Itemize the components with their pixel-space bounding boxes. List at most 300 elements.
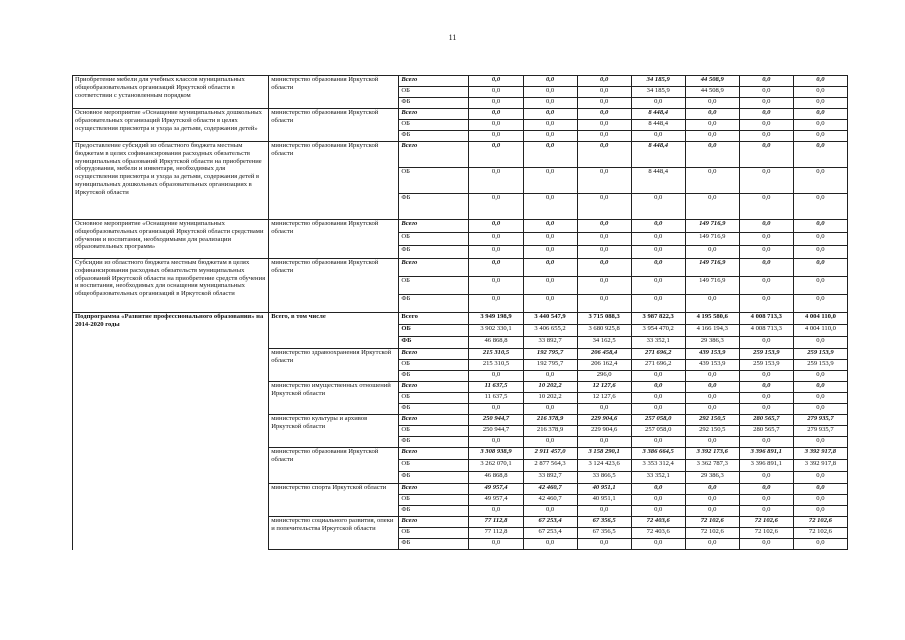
amount-cell: 0,0 [523, 194, 577, 220]
table-row [73, 76, 848, 87]
amount-cell: 0,0 [739, 87, 793, 98]
amount-cell: 0,0 [523, 246, 577, 259]
amount-cell: 0,0 [739, 472, 793, 484]
amount-cell: 72 102,6 [685, 528, 739, 539]
amount-cell: 72 102,6 [685, 517, 739, 528]
executor-name: министерство здравоохранения Иркутской области [269, 349, 399, 382]
amount-cell: 0,0 [739, 437, 793, 448]
amount-cell: 0,0 [739, 109, 793, 120]
funding-source: Всего [399, 313, 469, 325]
amount-cell: 292 150,5 [685, 415, 739, 426]
amount-cell: 2 877 564,3 [523, 460, 577, 472]
amount-cell: 0,0 [739, 506, 793, 517]
measure-description: Основное мероприятие «Оснащение муниципальных дошкольных образовательных организаций Иркутской области в целях осуществления присмотра и ухода за детьми, содержания детей» [73, 109, 269, 142]
amount-cell: 0,0 [523, 539, 577, 550]
amount-cell: 0,0 [577, 131, 631, 142]
subprogram-title: Подпрограмма «Развитие профессионального образования» на 2014-2020 годы [73, 313, 269, 550]
amount-cell: 0,0 [793, 382, 847, 393]
amount-cell: 0,0 [631, 382, 685, 393]
amount-cell: 0,0 [739, 76, 793, 87]
amount-cell: 0,0 [577, 194, 631, 220]
amount-cell: 0,0 [685, 142, 739, 168]
amount-cell: 0,0 [685, 393, 739, 404]
amount-cell: 0,0 [739, 259, 793, 277]
amount-cell: 0,0 [577, 246, 631, 259]
amount-cell: 0,0 [739, 98, 793, 109]
amount-cell: 0,0 [739, 194, 793, 220]
amount-cell: 3 392 173,6 [685, 448, 739, 460]
amount-cell: 33 892,7 [523, 337, 577, 349]
executor-name: министерство образования Иркутской области [269, 259, 399, 313]
amount-cell: 0,0 [523, 233, 577, 246]
amount-cell: 0,0 [793, 404, 847, 415]
amount-cell: 0,0 [793, 506, 847, 517]
amount-cell: 0,0 [469, 98, 523, 109]
amount-cell: 10 202,2 [523, 382, 577, 393]
amount-cell: 0,0 [685, 98, 739, 109]
funding-source: ОБ [399, 87, 469, 98]
amount-cell: 0,0 [793, 142, 847, 168]
amount-cell: 0,0 [631, 393, 685, 404]
amount-cell: 72 102,6 [739, 517, 793, 528]
amount-cell: 271 696,2 [631, 349, 685, 360]
amount-cell: 0,0 [523, 371, 577, 382]
amount-cell: 0,0 [469, 246, 523, 259]
funding-source: ОБ [399, 528, 469, 539]
amount-cell: 149 716,9 [685, 220, 739, 233]
amount-cell: 4 166 194,3 [685, 325, 739, 337]
amount-cell: 77 112,8 [469, 517, 523, 528]
amount-cell: 257 058,0 [631, 426, 685, 437]
amount-cell: 3 262 070,1 [469, 460, 523, 472]
funding-source: ФБ [399, 194, 469, 220]
amount-cell: 46 868,8 [469, 472, 523, 484]
amount-cell: 0,0 [577, 220, 631, 233]
amount-cell: 0,0 [739, 371, 793, 382]
amount-cell: 0,0 [469, 506, 523, 517]
amount-cell: 0,0 [793, 233, 847, 246]
amount-cell: 0,0 [739, 295, 793, 313]
funding-source: ФБ [399, 246, 469, 259]
amount-cell: 3 406 655,2 [523, 325, 577, 337]
amount-cell: 206 458,4 [577, 349, 631, 360]
amount-cell: 0,0 [523, 120, 577, 131]
funding-source: Всего [399, 220, 469, 233]
amount-cell: 29 386,3 [685, 472, 739, 484]
funding-source: Всего [399, 76, 469, 87]
amount-cell: 3 987 822,3 [631, 313, 685, 325]
amount-cell: 250 944,7 [469, 426, 523, 437]
funding-source: ФБ [399, 539, 469, 550]
amount-cell: 0,0 [469, 259, 523, 277]
amount-cell: 72 102,6 [739, 528, 793, 539]
amount-cell: 229 904,6 [577, 415, 631, 426]
measure-description: Приобретение мебели для учебных классов муниципальных общеобразовательных организаций Иркутской области в соответствии с установленным порядком [73, 76, 269, 109]
budget-table [72, 75, 848, 550]
funding-source: ФБ [399, 131, 469, 142]
funding-source: ФБ [399, 98, 469, 109]
amount-cell: 215 310,5 [469, 349, 523, 360]
amount-cell: 40 951,1 [577, 495, 631, 506]
funding-source: ФБ [399, 371, 469, 382]
amount-cell: 42 460,7 [523, 484, 577, 495]
measure-description: Предоставление субсидий из областного бюджета местным бюджетам в целях софинансирования расходных обязательств муниципальных образований Иркутской области на приобретение оборудования, мебели и инвентаря, необходимых для осуществления присмотра и ухода за детьми, содержания детей в муниципальных дошкольных образовательных организациях в Иркутской области [73, 142, 269, 220]
amount-cell: 0,0 [793, 539, 847, 550]
funding-source: Всего [399, 142, 469, 168]
funding-source: Всего [399, 448, 469, 460]
amount-cell: 72 403,6 [631, 528, 685, 539]
amount-cell: 439 153,9 [685, 360, 739, 371]
amount-cell: 0,0 [685, 539, 739, 550]
amount-cell: 292 150,5 [685, 426, 739, 437]
amount-cell: 4 004 110,0 [793, 313, 847, 325]
amount-cell: 0,0 [523, 295, 577, 313]
amount-cell: 0,0 [631, 131, 685, 142]
amount-cell: 0,0 [739, 120, 793, 131]
amount-cell: 0,0 [631, 404, 685, 415]
amount-cell: 0,0 [577, 506, 631, 517]
amount-cell: 0,0 [685, 168, 739, 194]
amount-cell: 0,0 [631, 484, 685, 495]
amount-cell: 259 153,9 [739, 349, 793, 360]
amount-cell: 0,0 [469, 233, 523, 246]
amount-cell: 44 508,9 [685, 87, 739, 98]
amount-cell: 3 396 891,1 [739, 460, 793, 472]
amount-cell: 72 102,6 [793, 528, 847, 539]
amount-cell: 67 253,4 [523, 517, 577, 528]
amount-cell: 11 637,5 [469, 393, 523, 404]
amount-cell: 280 565,7 [739, 426, 793, 437]
amount-cell: 0,0 [793, 393, 847, 404]
amount-cell: 0,0 [793, 98, 847, 109]
amount-cell: 259 153,9 [793, 360, 847, 371]
amount-cell: 0,0 [469, 131, 523, 142]
amount-cell: 72 403,6 [631, 517, 685, 528]
amount-cell: 46 868,8 [469, 337, 523, 349]
amount-cell: 149 716,9 [685, 277, 739, 295]
amount-cell: 72 102,6 [793, 517, 847, 528]
amount-cell: 0,0 [739, 131, 793, 142]
amount-cell: 3 392 917,8 [793, 448, 847, 460]
funding-source: ФБ [399, 472, 469, 484]
amount-cell: 4 004 110,0 [793, 325, 847, 337]
amount-cell: 0,0 [793, 168, 847, 194]
amount-cell: 0,0 [793, 194, 847, 220]
amount-cell: 216 378,9 [523, 426, 577, 437]
amount-cell: 0,0 [793, 131, 847, 142]
amount-cell: 0,0 [793, 109, 847, 120]
amount-cell: 8 448,4 [631, 120, 685, 131]
funding-source: ОБ [399, 393, 469, 404]
amount-cell: 250 944,7 [469, 415, 523, 426]
funding-source: ОБ [399, 495, 469, 506]
amount-cell: 0,0 [577, 109, 631, 120]
amount-cell: 279 935,7 [793, 426, 847, 437]
amount-cell: 3 158 290,1 [577, 448, 631, 460]
amount-cell: 0,0 [793, 220, 847, 233]
amount-cell: 0,0 [523, 277, 577, 295]
amount-cell: 0,0 [631, 220, 685, 233]
amount-cell: 0,0 [793, 495, 847, 506]
amount-cell: 0,0 [793, 337, 847, 349]
amount-cell: 0,0 [793, 277, 847, 295]
amount-cell: 0,0 [793, 76, 847, 87]
amount-cell: 0,0 [469, 194, 523, 220]
amount-cell: 0,0 [685, 382, 739, 393]
amount-cell: 34 162,5 [577, 337, 631, 349]
amount-cell: 259 153,9 [793, 349, 847, 360]
amount-cell: 49 957,4 [469, 484, 523, 495]
amount-cell: 279 935,7 [793, 415, 847, 426]
amount-cell: 0,0 [577, 539, 631, 550]
amount-cell: 0,0 [469, 371, 523, 382]
amount-cell: 0,0 [685, 371, 739, 382]
amount-cell: 0,0 [793, 87, 847, 98]
amount-cell: 0,0 [469, 295, 523, 313]
amount-cell: 0,0 [793, 259, 847, 277]
amount-cell: 2 911 457,0 [523, 448, 577, 460]
amount-cell: 29 386,3 [685, 337, 739, 349]
amount-cell: 0,0 [577, 98, 631, 109]
funding-source: ФБ [399, 337, 469, 349]
amount-cell: 4 008 713,3 [739, 325, 793, 337]
amount-cell: 10 202,2 [523, 393, 577, 404]
amount-cell: 0,0 [631, 371, 685, 382]
amount-cell: 4 008 713,3 [739, 313, 793, 325]
amount-cell: 0,0 [685, 484, 739, 495]
amount-cell: 149 716,9 [685, 259, 739, 277]
funding-source: Всего [399, 382, 469, 393]
funding-source: ОБ [399, 120, 469, 131]
amount-cell: 0,0 [523, 168, 577, 194]
amount-cell: 0,0 [739, 404, 793, 415]
amount-cell: 0,0 [523, 131, 577, 142]
amount-cell: 0,0 [739, 495, 793, 506]
amount-cell: 8 448,4 [631, 109, 685, 120]
amount-cell: 8 448,4 [631, 142, 685, 168]
amount-cell: 12 127,6 [577, 382, 631, 393]
amount-cell: 0,0 [469, 120, 523, 131]
amount-cell: 3 308 938,9 [469, 448, 523, 460]
funding-source: ОБ [399, 168, 469, 194]
amount-cell: 3 396 891,1 [739, 448, 793, 460]
table-row [73, 142, 848, 168]
amount-cell: 0,0 [523, 76, 577, 87]
amount-cell: 192 795,7 [523, 360, 577, 371]
amount-cell: 3 362 787,3 [685, 460, 739, 472]
funding-source: ОБ [399, 277, 469, 295]
amount-cell: 34 185,9 [631, 87, 685, 98]
amount-cell: 0,0 [523, 87, 577, 98]
amount-cell: 229 904,6 [577, 426, 631, 437]
amount-cell: 0,0 [793, 484, 847, 495]
page-number: 11 [448, 33, 457, 42]
amount-cell: 271 696,2 [631, 360, 685, 371]
amount-cell: 0,0 [523, 220, 577, 233]
amount-cell: 33 892,7 [523, 472, 577, 484]
amount-cell: 0,0 [577, 120, 631, 131]
amount-cell: 0,0 [523, 437, 577, 448]
amount-cell: 0,0 [685, 506, 739, 517]
amount-cell: 0,0 [469, 539, 523, 550]
amount-cell: 44 508,9 [685, 76, 739, 87]
amount-cell: 3 954 470,2 [631, 325, 685, 337]
amount-cell: 0,0 [685, 246, 739, 259]
amount-cell: 215 310,5 [469, 360, 523, 371]
amount-cell: 0,0 [631, 233, 685, 246]
amount-cell: 0,0 [631, 506, 685, 517]
amount-cell: 3 386 664,5 [631, 448, 685, 460]
amount-cell: 0,0 [523, 506, 577, 517]
amount-cell: 296,0 [577, 371, 631, 382]
amount-cell: 192 795,7 [523, 349, 577, 360]
amount-cell: 0,0 [577, 404, 631, 415]
amount-cell: 3 353 312,4 [631, 460, 685, 472]
amount-cell: 0,0 [577, 142, 631, 168]
amount-cell: 33 352,1 [631, 337, 685, 349]
executor-name: министерство образования Иркутской области [269, 76, 399, 109]
amount-cell: 0,0 [577, 87, 631, 98]
amount-cell: 0,0 [523, 109, 577, 120]
amount-cell: 0,0 [739, 233, 793, 246]
executor-name: министерство культуры и архивов Иркутской области [269, 415, 399, 448]
amount-cell: 0,0 [631, 437, 685, 448]
amount-cell: 206 162,4 [577, 360, 631, 371]
amount-cell: 0,0 [793, 472, 847, 484]
table-row [73, 109, 848, 120]
amount-cell: 0,0 [577, 295, 631, 313]
amount-cell: 40 951,1 [577, 484, 631, 495]
executor-name: министерство спорта Иркутской области [269, 484, 399, 517]
amount-cell: 34 185,9 [631, 76, 685, 87]
amount-cell: 0,0 [469, 87, 523, 98]
executor-name: министерство образования Иркутской области [269, 109, 399, 142]
funding-source: ФБ [399, 506, 469, 517]
amount-cell: 0,0 [577, 76, 631, 87]
amount-cell: 149 716,9 [685, 233, 739, 246]
amount-cell: 0,0 [739, 382, 793, 393]
amount-cell: 0,0 [685, 120, 739, 131]
amount-cell: 0,0 [739, 484, 793, 495]
amount-cell: 216 378,9 [523, 415, 577, 426]
amount-cell: 3 392 917,8 [793, 460, 847, 472]
amount-cell: 0,0 [577, 168, 631, 194]
executor-name: Всего, в том числе [269, 313, 399, 349]
funding-source: Всего [399, 259, 469, 277]
funding-source: ФБ [399, 404, 469, 415]
amount-cell: 0,0 [469, 109, 523, 120]
amount-cell: 11 637,5 [469, 382, 523, 393]
funding-source: Всего [399, 415, 469, 426]
amount-cell: 0,0 [469, 437, 523, 448]
amount-cell: 0,0 [739, 246, 793, 259]
amount-cell: 0,0 [793, 246, 847, 259]
amount-cell: 0,0 [739, 142, 793, 168]
funding-source: ОБ [399, 460, 469, 472]
amount-cell: 0,0 [631, 98, 685, 109]
amount-cell: 0,0 [469, 142, 523, 168]
amount-cell: 0,0 [469, 168, 523, 194]
amount-cell: 0,0 [631, 495, 685, 506]
amount-cell: 0,0 [739, 220, 793, 233]
amount-cell: 0,0 [793, 120, 847, 131]
table-row [73, 259, 848, 277]
amount-cell: 0,0 [685, 131, 739, 142]
amount-cell: 439 153,9 [685, 349, 739, 360]
table-row [73, 313, 848, 325]
amount-cell: 0,0 [631, 295, 685, 313]
amount-cell: 0,0 [631, 246, 685, 259]
executor-name: министерство образования Иркутской области [269, 142, 399, 220]
amount-cell: 3 680 925,8 [577, 325, 631, 337]
amount-cell: 3 715 088,3 [577, 313, 631, 325]
funding-source: ОБ [399, 426, 469, 437]
executor-name: министерство образования Иркутской области [269, 448, 399, 484]
funding-source: ФБ [399, 437, 469, 448]
funding-source: ОБ [399, 233, 469, 246]
funding-source: ОБ [399, 325, 469, 337]
amount-cell: 0,0 [685, 495, 739, 506]
amount-cell: 0,0 [739, 337, 793, 349]
executor-name: министерство образования Иркутской области [269, 220, 399, 259]
amount-cell: 8 448,4 [631, 168, 685, 194]
amount-cell: 0,0 [793, 371, 847, 382]
measure-description: Субсидии из областного бюджета местным бюджетам в целях софинансирования расходных обязательств муниципальных образований Иркутской области на приобретение средств обучения и воспитания, необходимых для оснащения муниципальных общеобразовательных организаций в Иркутской области [73, 259, 269, 313]
amount-cell: 0,0 [793, 295, 847, 313]
amount-cell: 0,0 [739, 277, 793, 295]
funding-source: ФБ [399, 295, 469, 313]
amount-cell: 259 153,9 [739, 360, 793, 371]
funding-source: Всего [399, 349, 469, 360]
amount-cell: 0,0 [577, 259, 631, 277]
funding-source: Всего [399, 517, 469, 528]
amount-cell: 0,0 [469, 76, 523, 87]
amount-cell: 0,0 [523, 404, 577, 415]
amount-cell: 257 058,0 [631, 415, 685, 426]
amount-cell: 3 124 423,6 [577, 460, 631, 472]
amount-cell: 33 352,1 [631, 472, 685, 484]
amount-cell: 0,0 [685, 437, 739, 448]
amount-cell: 0,0 [577, 277, 631, 295]
amount-cell: 0,0 [523, 142, 577, 168]
amount-cell: 3 949 198,9 [469, 313, 523, 325]
amount-cell: 0,0 [685, 194, 739, 220]
amount-cell: 0,0 [685, 295, 739, 313]
table-row [73, 220, 848, 233]
amount-cell: 67 356,5 [577, 517, 631, 528]
amount-cell: 280 565,7 [739, 415, 793, 426]
amount-cell: 49 957,4 [469, 495, 523, 506]
amount-cell: 67 356,5 [577, 528, 631, 539]
amount-cell: 0,0 [523, 98, 577, 109]
amount-cell: 3 440 547,9 [523, 313, 577, 325]
amount-cell: 0,0 [469, 277, 523, 295]
amount-cell: 4 195 580,6 [685, 313, 739, 325]
amount-cell: 0,0 [469, 404, 523, 415]
amount-cell: 3 902 330,1 [469, 325, 523, 337]
executor-name: министерство социального развития, опеки и попечительства Иркутской области [269, 517, 399, 550]
amount-cell: 33 866,5 [577, 472, 631, 484]
amount-cell: 0,0 [631, 259, 685, 277]
measure-description: Основное мероприятие «Оснащение муниципальных общеобразовательных организаций Иркутской области средствами обучения и воспитания, необходимыми для реализации образовательных программ» [73, 220, 269, 259]
funding-source: ОБ [399, 360, 469, 371]
amount-cell: 67 253,4 [523, 528, 577, 539]
amount-cell: 0,0 [631, 277, 685, 295]
amount-cell: 0,0 [739, 539, 793, 550]
amount-cell: 0,0 [631, 539, 685, 550]
amount-cell: 0,0 [469, 220, 523, 233]
amount-cell: 0,0 [577, 437, 631, 448]
